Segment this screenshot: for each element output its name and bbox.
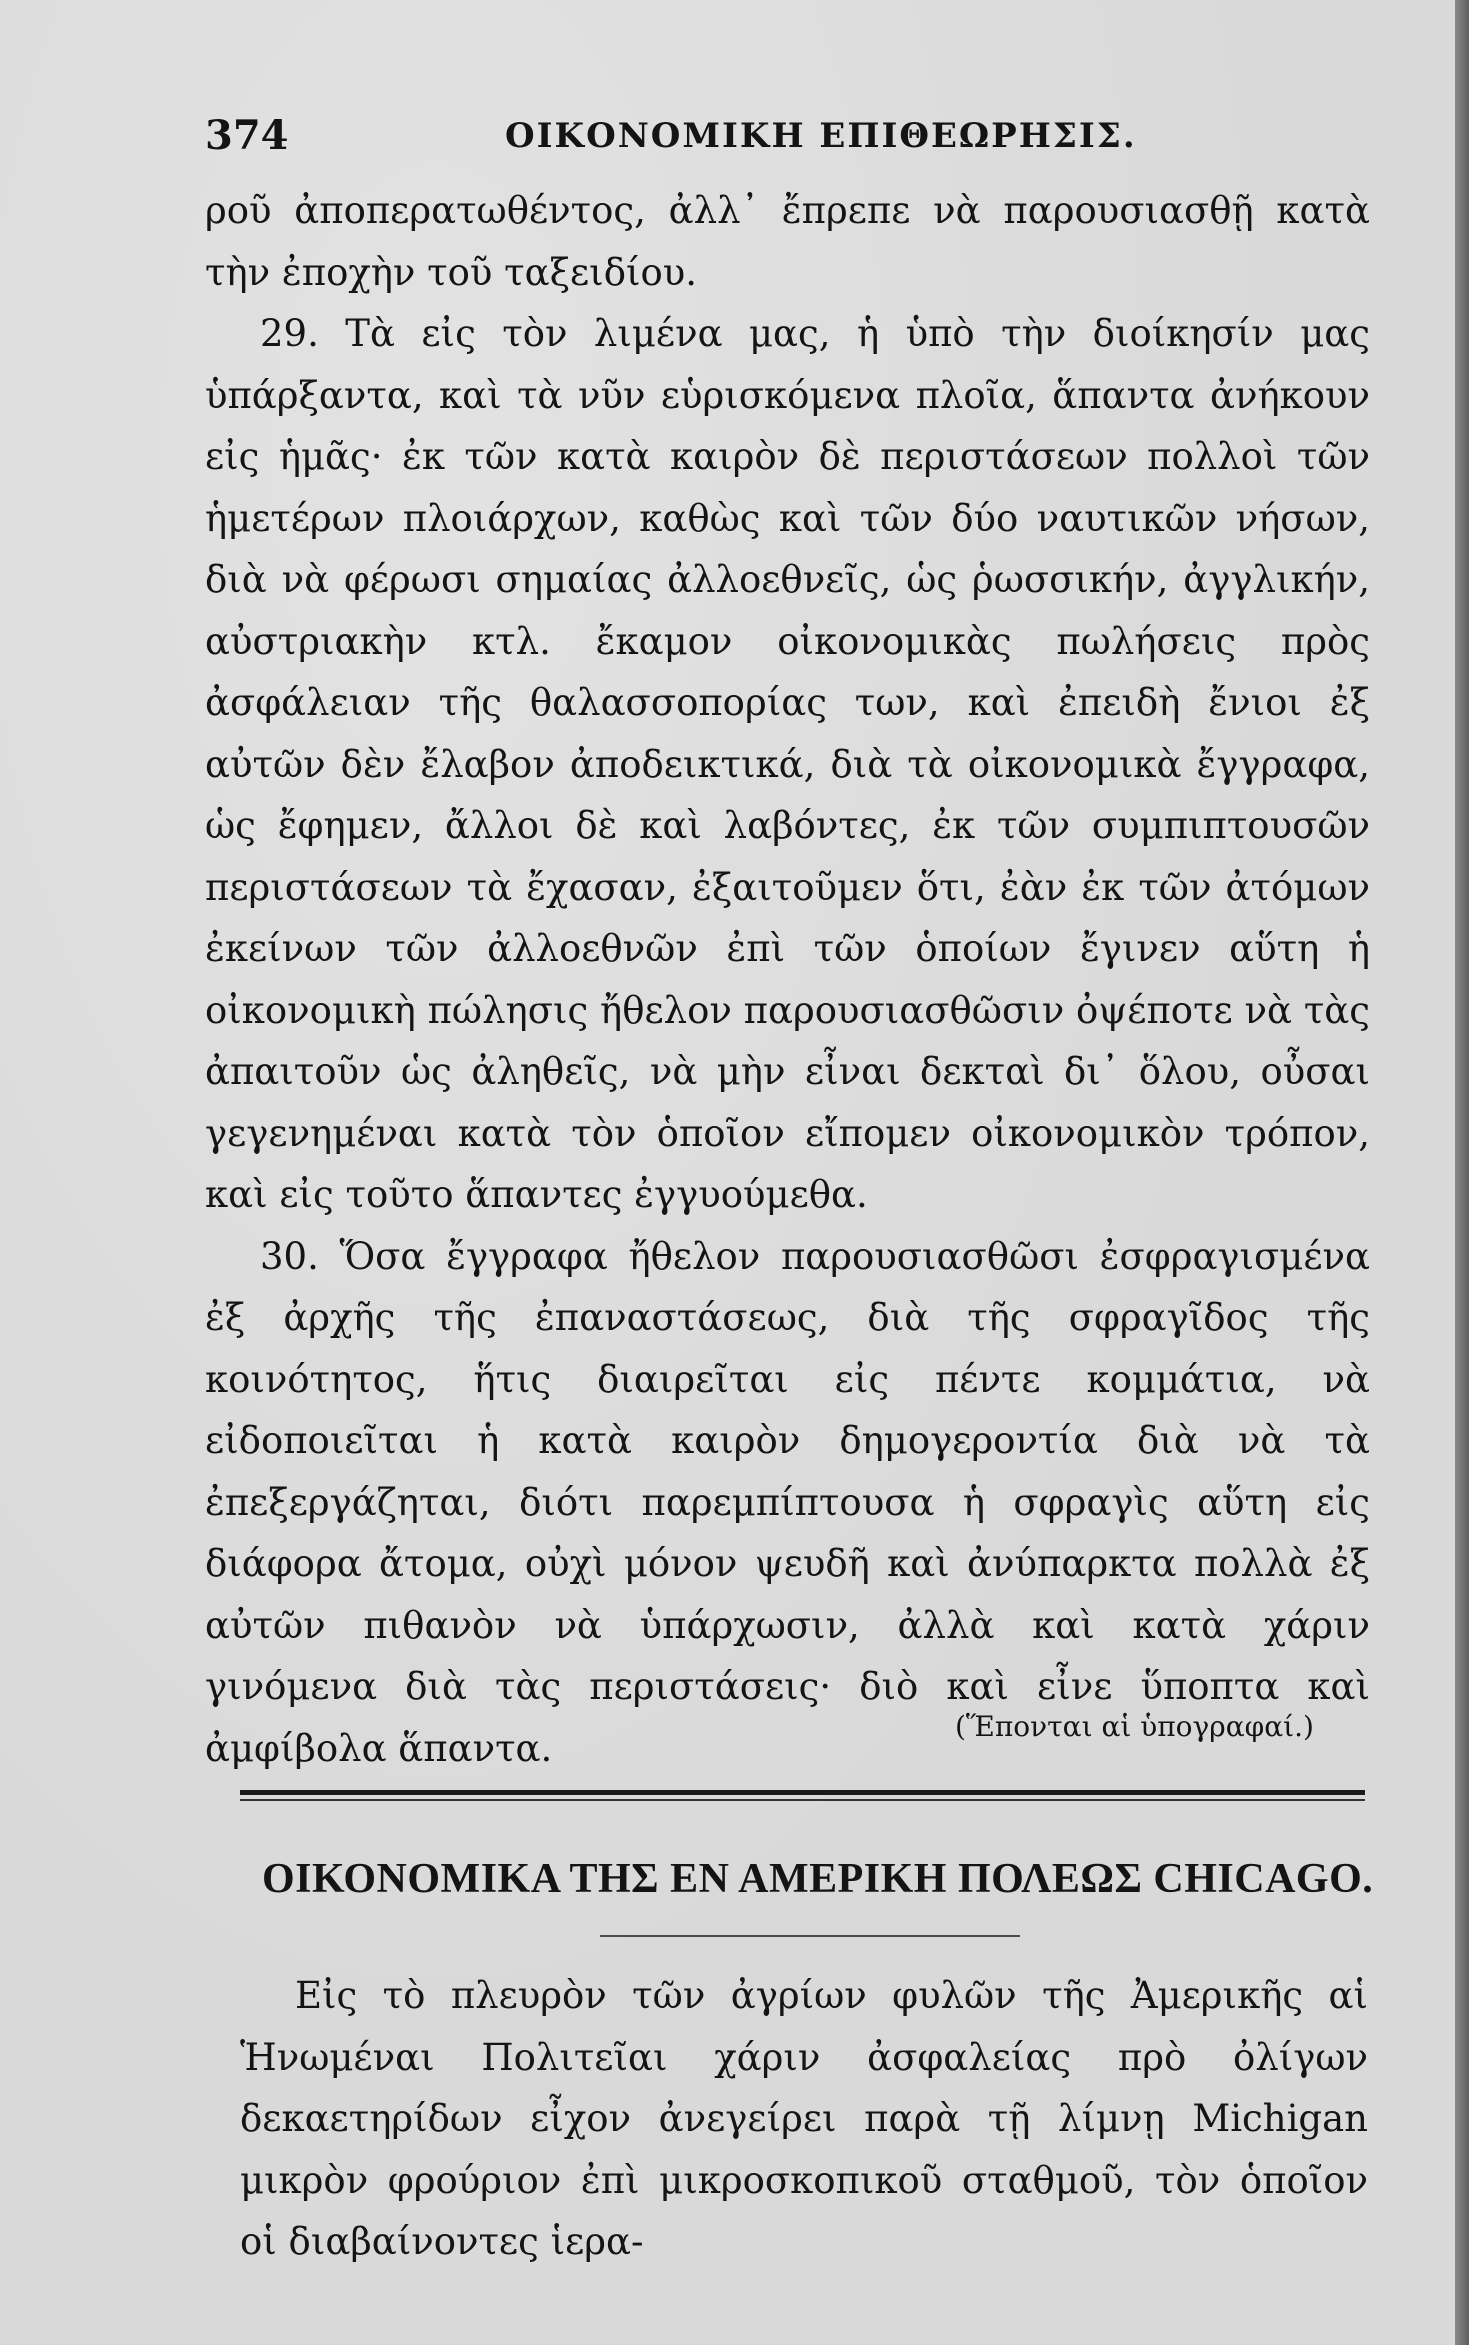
section-divider-thick: [240, 1790, 1365, 1795]
main-text: [205, 180, 1370, 1779]
section-divider-thin: [240, 1799, 1365, 1801]
page-number: 374: [205, 112, 289, 159]
paragraph-29: 29. Τὰ εἰς τὸν λιμένα μας, ἡ ὑπὸ τὴν διοίκησίν μας ὑπάρξαντα, καὶ τὰ νῦν εὑρισκόμενα πλοῖα, ἅπαντα ἀνήκουν εἰς ἡμᾶς· ἐκ τῶν κατὰ καιρὸν δὲ περιστάσεων πολλοὶ τῶν ἡμετέρων πλοιάρχων, καθὼς καὶ τῶν δύο ναυτικῶν νήσων, διὰ νὰ φέρωσι σημαίας ἀλλοεθνεῖς, ὡς ῥωσσικήν, ἀγγλικήν, αὐστριακὴν κτλ. ἔκαμον οἰκονομικὰς πωλήσεις πρὸς ἀσφάλειαν τῆς θαλασσοπορίας των, καὶ ἐπειδὴ ἔνιοι ἐξ αὐτῶν δὲν ἔλαβον ἀποδεικτικά, διὰ τὰ οἰκονομικὰ ἔγγραφα, ὡς ἔφημεν, ἄλλοι δὲ καὶ λαβόντες, ἐκ τῶν συμπιπτουσῶν περιστάσεων τὰ ἔχασαν, ἐξαιτοῦμεν ὅτι, ἐὰν ἐκ τῶν ἀτόμων ἐκείνων τῶν ἀλλοεθνῶν ἐπὶ τῶν ὁποίων ἔγινεν αὕτη ἡ οἰκονομικὴ πώλησις ἤθελον παρουσιασθῶσιν ὀψέποτε νὰ τὰς ἀπαιτοῦν ὡς ἀληθεῖς, νὰ μὴν εἶναι δεκταὶ δι᾽ ὅλου, οὖσαι γεγενημέναι κατὰ τὸν ὁποῖον εἴπομεν οἰκονομικὸν τρόπον, καὶ εἰς τοῦτο ἅπαντες ἐγγυούμεθα.: [205, 312, 1370, 1216]
article-title: ΟΙΚΟΝΟΜΙΚΑ ΤΗΣ ΕΝ ΑΜΕΡΙΚΗ ΠΟΛΕΩΣ CHICAGO.: [262, 1856, 1374, 1902]
title-underline-rule: [600, 1935, 1020, 1937]
paragraph-continuation: ροῦ ἀποπερατωθέντος, ἀλλ᾽ ἔπρεπε νὰ παρουσιασθῇ κατὰ τὴν ἐποχὴν τοῦ ταξειδίου.: [205, 189, 1370, 294]
signatures-note: (Ἕπονται αἱ ὑπογραφαί.): [955, 1710, 1314, 1743]
article-text: [240, 1965, 1368, 2273]
page-header: [205, 112, 1335, 162]
running-head: ΟΙΚΟΝΟΜΙΚΗ ΕΠΙΘΕΩΡΗΣΙΣ.: [505, 116, 1137, 156]
paragraph-30: 30. Ὅσα ἔγγραφα ἤθελον παρουσιασθῶσι ἐσφραγισμένα ἐξ ἀρχῆς τῆς ἐπαναστάσεως, διὰ τῆς σφραγῖδος τῆς κοινότητος, ἥτις διαιρεῖται εἰς πέντε κομμάτια, νὰ εἰδοποιεῖται ἡ κατὰ καιρὸν δημογεροντία διὰ νὰ τὰ ἐπεξεργάζηται, διότι παρεμπίπτουσα ἡ σφραγὶς αὕτη εἰς διάφορα ἄτομα, οὐχὶ μόνον ψευδῆ καὶ ἀνύπαρκτα πολλὰ ἐξ αὐτῶν πιθανὸν νὰ ὑπάρχωσιν, ἀλλὰ καὶ κατὰ χάριν γινόμενα διὰ τὰς περιστάσεις· διὸ καὶ εἶνε ὕποπτα καὶ ἀμφίβολα ἅπαντα.: [205, 1234, 1370, 1770]
book-binding-edge: [1455, 0, 1469, 2345]
article-paragraph: Εἰς τὸ πλευρὸν τῶν ἀγρίων φυλῶν τῆς Ἀμερικῆς αἱ Ἡνωμέναι Πολιτεῖαι χάριν ἀσφαλείας πρὸ ὀλίγων δεκαετηρίδων εἶχον ἀνεγείρει παρὰ τῇ λίμνῃ Michigan μικρὸν φρούριον ἐπὶ μικροσκοπικοῦ σταθμοῦ, τὸν ὁποῖον οἱ διαβαίνοντες ἱερα-: [240, 1974, 1368, 2263]
